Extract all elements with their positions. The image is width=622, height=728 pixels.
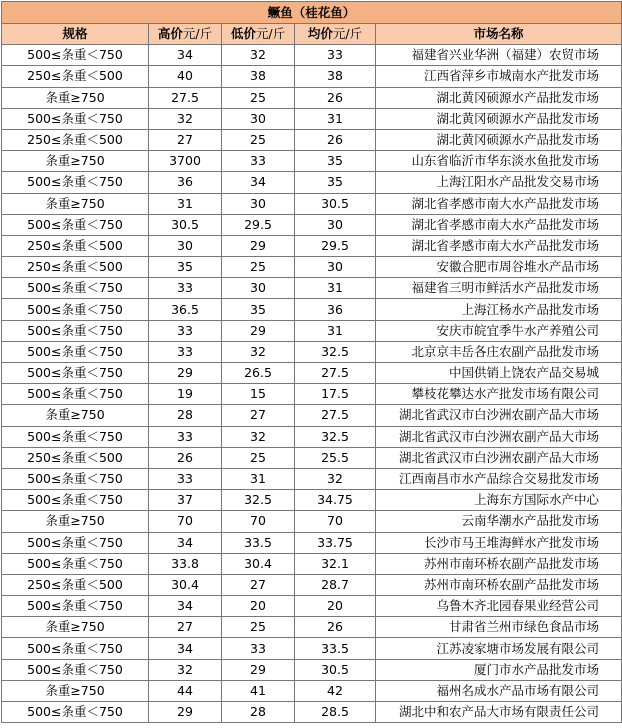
cell-low-price: 33 — [222, 638, 295, 659]
cell-market-name: 安徽合肥市周谷堆水产品市场 — [376, 257, 622, 278]
cell-spec: 500≤条重＜750 — [2, 532, 149, 553]
cell-low-price: 32 — [222, 341, 295, 362]
cell-high-price: 19 — [149, 384, 222, 405]
cell-avg-price: 27.5 — [295, 363, 376, 384]
cell-spec: 250≤条重＜500 — [2, 66, 149, 87]
cell-market-name: 山东省临沂市华东淡水鱼批发市场 — [376, 151, 622, 172]
cell-market-name: 湖北省武汉市白沙洲农副产品大市场 — [376, 405, 622, 426]
cell-market-name: 云南华潮水产品批发市场 — [376, 511, 622, 532]
cell-market-name: 江西省萍乡市城南水产批发市场 — [376, 66, 622, 87]
cell-spec: 条重≥750 — [2, 680, 149, 701]
cell-market-name: 湖北省孝感市南大水产品批发市场 — [376, 214, 622, 235]
cell-spec: 250≤条重＜500 — [2, 447, 149, 468]
cell-market-name: 攀枝花攀达水产批发市场有限公司 — [376, 384, 622, 405]
cell-high-price: 36.5 — [149, 299, 222, 320]
cell-spec: 500≤条重＜750 — [2, 172, 149, 193]
cell-low-price: 34 — [222, 172, 295, 193]
table-row — [2, 511, 622, 532]
cell-avg-price: 32.5 — [295, 341, 376, 362]
cell-high-price: 33 — [149, 341, 222, 362]
cell-low-price: 29 — [222, 235, 295, 256]
cell-avg-price: 25.5 — [295, 447, 376, 468]
table-row — [2, 172, 622, 193]
cell-low-price: 32 — [222, 45, 295, 66]
cell-high-price: 40 — [149, 66, 222, 87]
cell-low-price: 30.4 — [222, 553, 295, 574]
cell-market-name: 乌鲁木齐北园春果业经营公司 — [376, 596, 622, 617]
cell-avg-price: 20 — [295, 596, 376, 617]
cell-high-price: 33 — [149, 278, 222, 299]
table-row — [2, 341, 622, 362]
cell-low-price: 25 — [222, 617, 295, 638]
cell-spec: 500≤条重＜750 — [2, 468, 149, 489]
cell-high-price: 34 — [149, 532, 222, 553]
cell-high-price: 33 — [149, 426, 222, 447]
cell-market-name: 湖北省孝感市南大水产品批发市场 — [376, 193, 622, 214]
cell-high-price: 3700 — [149, 151, 222, 172]
table-row — [2, 574, 622, 595]
cell-avg-price: 31 — [295, 320, 376, 341]
cell-spec: 条重≥750 — [2, 151, 149, 172]
cell-low-price: 27 — [222, 574, 295, 595]
cell-avg-price: 27.5 — [295, 405, 376, 426]
cell-avg-price: 36 — [295, 299, 376, 320]
cell-low-price: 33.5 — [222, 532, 295, 553]
cell-spec: 500≤条重＜750 — [2, 320, 149, 341]
cell-low-price: 29 — [222, 659, 295, 680]
cell-high-price: 35 — [149, 257, 222, 278]
header-avg-label: 均价 — [307, 26, 333, 42]
cell-low-price: 25 — [222, 87, 295, 108]
table-row — [2, 659, 622, 680]
header-market: 市场名称 — [376, 24, 622, 45]
cell-market-name: 江苏凌家塘市场发展有限公司 — [376, 638, 622, 659]
cell-high-price: 29 — [149, 363, 222, 384]
cell-low-price: 33 — [222, 151, 295, 172]
cell-high-price: 32 — [149, 659, 222, 680]
cell-avg-price: 33 — [295, 45, 376, 66]
cell-avg-price: 17.5 — [295, 384, 376, 405]
header-spec: 规格 — [2, 24, 149, 45]
table-row — [2, 45, 622, 66]
table-row — [2, 235, 622, 256]
cell-spec: 条重≥750 — [2, 87, 149, 108]
table-row — [2, 193, 622, 214]
cell-spec: 条重≥750 — [2, 193, 149, 214]
table-row — [2, 702, 622, 723]
cell-spec: 250≤条重＜500 — [2, 257, 149, 278]
cell-avg-price: 29.5 — [295, 235, 376, 256]
cell-spec: 250≤条重＜500 — [2, 235, 149, 256]
cell-market-name: 苏州市南环桥农副产品批发市场 — [376, 553, 622, 574]
cell-avg-price: 30.5 — [295, 193, 376, 214]
cell-avg-price: 35 — [295, 172, 376, 193]
cell-high-price: 36 — [149, 172, 222, 193]
cell-low-price: 28 — [222, 702, 295, 723]
cell-market-name: 中国供销上饶农产品交易城 — [376, 363, 622, 384]
cell-spec: 500≤条重＜750 — [2, 490, 149, 511]
cell-spec: 250≤条重＜500 — [2, 129, 149, 150]
header-row — [2, 24, 622, 45]
cell-market-name: 甘肃省兰州市绿色食品市场 — [376, 617, 622, 638]
price-table — [1, 1, 622, 723]
cell-market-name: 厦门市水产品批发市场 — [376, 659, 622, 680]
cell-avg-price: 26 — [295, 87, 376, 108]
cell-high-price: 33 — [149, 320, 222, 341]
table-row — [2, 680, 622, 701]
cell-high-price: 33 — [149, 468, 222, 489]
cell-market-name: 福建省三明市鲜活水产品批发市场 — [376, 278, 622, 299]
header-avg — [295, 24, 376, 45]
cell-spec: 500≤条重＜750 — [2, 363, 149, 384]
header-avg-unit: 元/斤 — [332, 26, 363, 42]
cell-high-price: 26 — [149, 447, 222, 468]
table-row — [2, 384, 622, 405]
cell-spec: 500≤条重＜750 — [2, 299, 149, 320]
cell-high-price: 32 — [149, 108, 222, 129]
cell-spec: 500≤条重＜750 — [2, 553, 149, 574]
cell-spec: 条重≥750 — [2, 511, 149, 532]
cell-market-name: 湖北中和农产品大市场有限责任公司 — [376, 702, 622, 723]
cell-market-name: 上海东方国际水产中心 — [376, 490, 622, 511]
cell-low-price: 27 — [222, 405, 295, 426]
cell-avg-price: 31 — [295, 278, 376, 299]
cell-spec: 500≤条重＜750 — [2, 108, 149, 129]
cell-avg-price: 32.5 — [295, 426, 376, 447]
cell-low-price: 25 — [222, 129, 295, 150]
cell-low-price: 38 — [222, 66, 295, 87]
cell-avg-price: 33.75 — [295, 532, 376, 553]
cell-market-name: 福建省兴业华洲（福建）农贸市场 — [376, 45, 622, 66]
cell-avg-price: 30 — [295, 214, 376, 235]
cell-avg-price: 34.75 — [295, 490, 376, 511]
cell-spec: 500≤条重＜750 — [2, 45, 149, 66]
cell-avg-price: 31 — [295, 108, 376, 129]
cell-avg-price: 70 — [295, 511, 376, 532]
cell-low-price: 35 — [222, 299, 295, 320]
table-row — [2, 257, 622, 278]
cell-spec: 500≤条重＜750 — [2, 596, 149, 617]
cell-avg-price: 26 — [295, 617, 376, 638]
cell-spec: 500≤条重＜750 — [2, 384, 149, 405]
cell-market-name: 福州名成水产品市场有限公司 — [376, 680, 622, 701]
cell-low-price: 26.5 — [222, 363, 295, 384]
cell-avg-price: 32.1 — [295, 553, 376, 574]
cell-high-price: 30.5 — [149, 214, 222, 235]
table-row — [2, 490, 622, 511]
cell-market-name: 湖北省武汉市白沙洲农副产品大市场 — [376, 426, 622, 447]
cell-high-price: 29 — [149, 702, 222, 723]
header-low-label: 低价 — [230, 26, 256, 42]
table-row — [2, 108, 622, 129]
cell-high-price: 34 — [149, 638, 222, 659]
cell-high-price: 37 — [149, 490, 222, 511]
table-row — [2, 66, 622, 87]
cell-high-price: 44 — [149, 680, 222, 701]
cell-low-price: 31 — [222, 468, 295, 489]
cell-avg-price: 30.5 — [295, 659, 376, 680]
cell-market-name: 湖北省武汉市白沙洲农副产品大市场 — [376, 447, 622, 468]
header-low-unit: 元/斤 — [255, 26, 286, 42]
cell-high-price: 34 — [149, 596, 222, 617]
table-row — [2, 596, 622, 617]
cell-market-name: 江西南昌市水产品综合交易批发市场 — [376, 468, 622, 489]
cell-spec: 500≤条重＜750 — [2, 702, 149, 723]
table-title-row — [2, 2, 622, 24]
cell-avg-price: 35 — [295, 151, 376, 172]
cell-low-price: 15 — [222, 384, 295, 405]
cell-market-name: 苏州市南环桥农副产品批发市场 — [376, 574, 622, 595]
cell-avg-price: 42 — [295, 680, 376, 701]
table-row — [2, 426, 622, 447]
cell-low-price: 29.5 — [222, 214, 295, 235]
cell-high-price: 34 — [149, 45, 222, 66]
cell-spec: 250≤条重＜500 — [2, 574, 149, 595]
table-row — [2, 299, 622, 320]
cell-market-name: 湖北黄冈硕源水产品批发市场 — [376, 87, 622, 108]
cell-market-name: 上海江杨水产品批发市场 — [376, 299, 622, 320]
cell-market-name: 长沙市马王堆海鲜水产批发市场 — [376, 532, 622, 553]
cell-low-price: 25 — [222, 447, 295, 468]
cell-high-price: 33.8 — [149, 553, 222, 574]
cell-spec: 500≤条重＜750 — [2, 214, 149, 235]
cell-market-name: 安庆市皖宜季牛水产养殖公司 — [376, 320, 622, 341]
cell-high-price: 27 — [149, 129, 222, 150]
cell-high-price: 28 — [149, 405, 222, 426]
cell-avg-price: 33.5 — [295, 638, 376, 659]
cell-high-price: 27.5 — [149, 87, 222, 108]
table-row — [2, 320, 622, 341]
table-row — [2, 553, 622, 574]
table-row — [2, 638, 622, 659]
cell-low-price: 70 — [222, 511, 295, 532]
header-high-unit: 元/斤 — [182, 26, 213, 42]
cell-spec: 条重≥750 — [2, 617, 149, 638]
cell-low-price: 32.5 — [222, 490, 295, 511]
header-high-label: 高价 — [157, 26, 183, 42]
cell-avg-price: 30 — [295, 257, 376, 278]
cell-low-price: 41 — [222, 680, 295, 701]
cell-spec: 500≤条重＜750 — [2, 278, 149, 299]
cell-avg-price: 28.7 — [295, 574, 376, 595]
table-row — [2, 151, 622, 172]
cell-avg-price: 26 — [295, 129, 376, 150]
cell-low-price: 20 — [222, 596, 295, 617]
table-row — [2, 532, 622, 553]
cell-market-name: 湖北省孝感市南大水产品批发市场 — [376, 235, 622, 256]
table-row — [2, 468, 622, 489]
cell-high-price: 31 — [149, 193, 222, 214]
table-row — [2, 129, 622, 150]
cell-spec: 500≤条重＜750 — [2, 638, 149, 659]
table-row — [2, 617, 622, 638]
table-row — [2, 214, 622, 235]
table-row — [2, 278, 622, 299]
cell-low-price: 29 — [222, 320, 295, 341]
header-low — [222, 24, 295, 45]
cell-low-price: 30 — [222, 278, 295, 299]
cell-high-price: 70 — [149, 511, 222, 532]
cell-spec: 500≤条重＜750 — [2, 341, 149, 362]
table-body — [2, 45, 622, 723]
cell-high-price: 30 — [149, 235, 222, 256]
table-row — [2, 447, 622, 468]
cell-low-price: 25 — [222, 257, 295, 278]
cell-high-price: 30.4 — [149, 574, 222, 595]
cell-market-name: 上海江阳水产品批发交易市场 — [376, 172, 622, 193]
cell-market-name: 北京京丰岳各庄农副产品批发市场 — [376, 341, 622, 362]
table-row — [2, 405, 622, 426]
cell-low-price: 30 — [222, 193, 295, 214]
cell-spec: 条重≥750 — [2, 405, 149, 426]
cell-avg-price: 28.5 — [295, 702, 376, 723]
cell-market-name: 湖北黄冈硕源水产品批发市场 — [376, 108, 622, 129]
cell-avg-price: 38 — [295, 66, 376, 87]
header-high — [149, 24, 222, 45]
cell-market-name: 湖北黄冈硕源水产品批发市场 — [376, 129, 622, 150]
cell-avg-price: 32 — [295, 468, 376, 489]
cell-low-price: 30 — [222, 108, 295, 129]
cell-high-price: 27 — [149, 617, 222, 638]
cell-spec: 500≤条重＜750 — [2, 426, 149, 447]
table-row — [2, 363, 622, 384]
table-row — [2, 87, 622, 108]
cell-spec: 500≤条重＜750 — [2, 659, 149, 680]
table-title: 鳜鱼（桂花鱼） — [2, 2, 622, 24]
cell-low-price: 32 — [222, 426, 295, 447]
